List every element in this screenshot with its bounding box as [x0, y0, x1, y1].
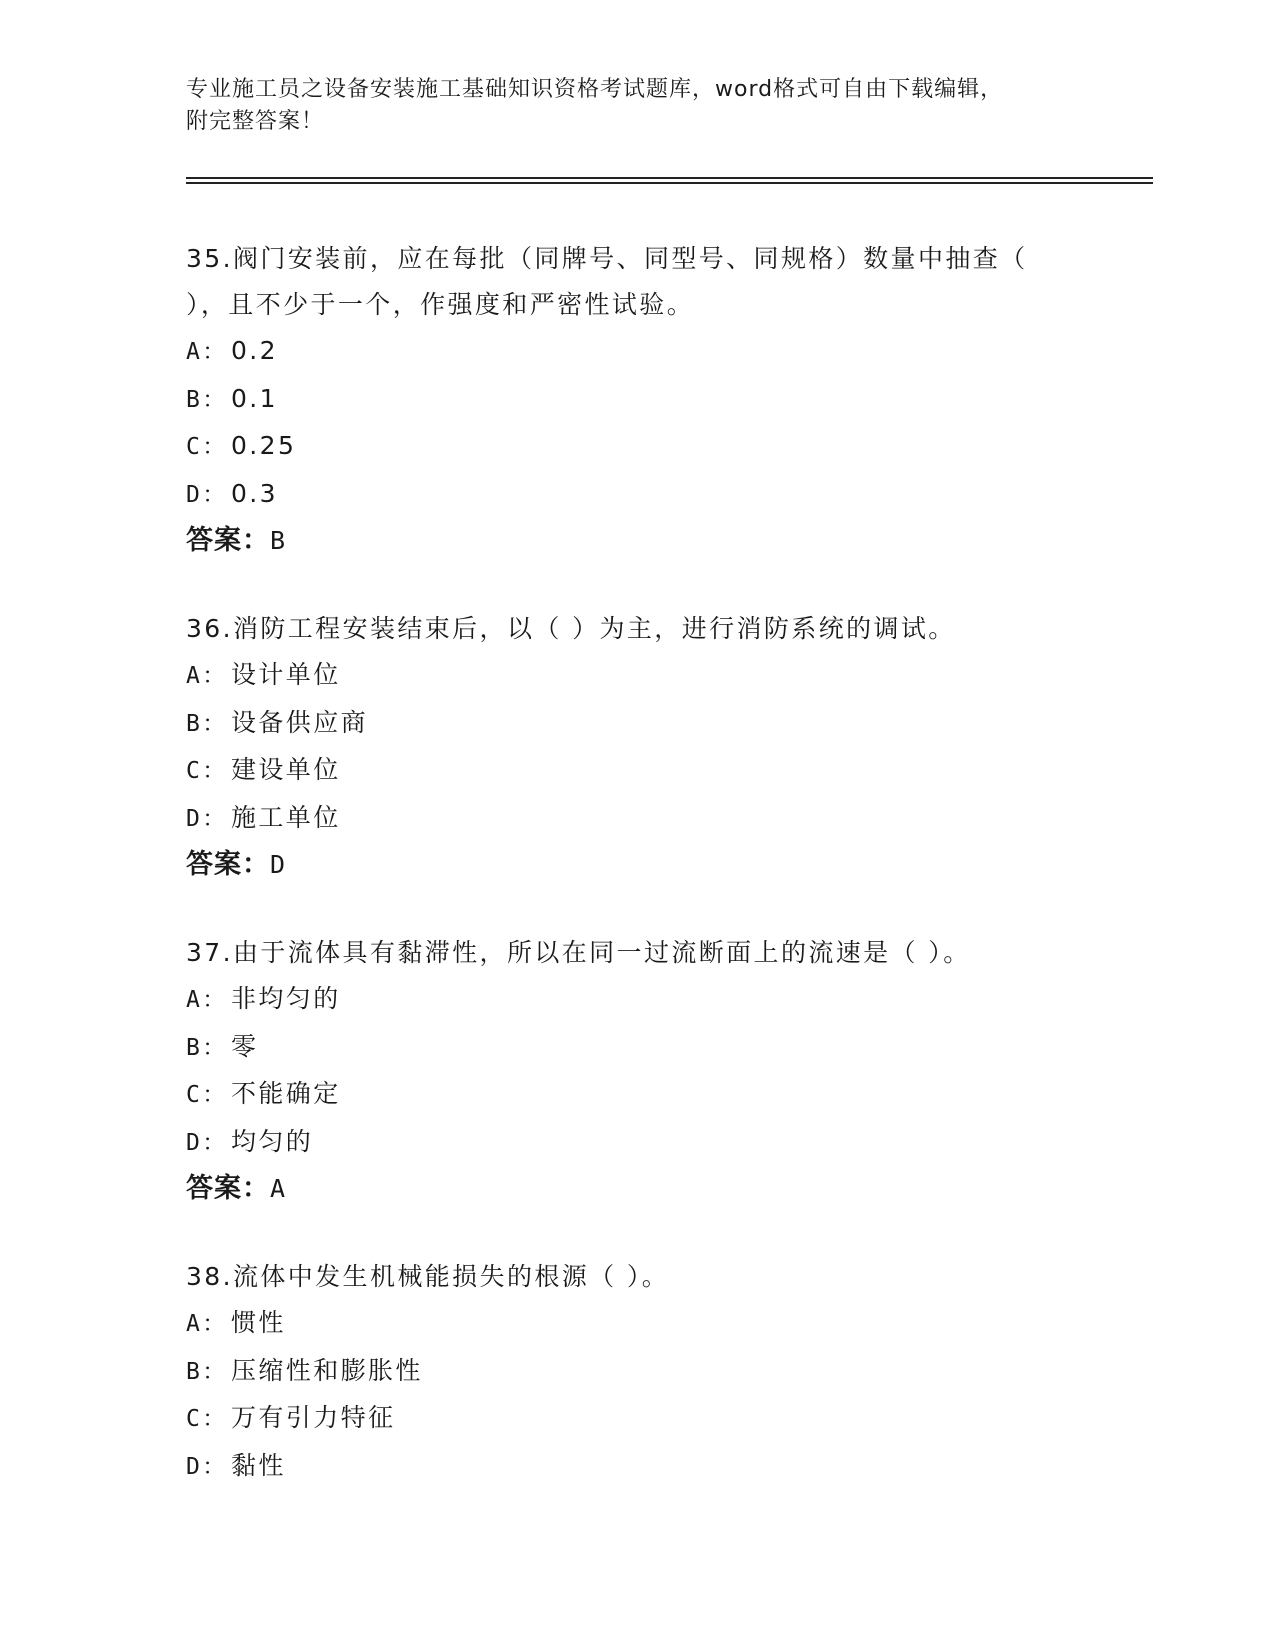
- option-d: [186, 471, 1086, 519]
- option-c: [186, 1071, 1086, 1119]
- option-text: 压缩性和膨胀性: [231, 1355, 423, 1385]
- option-letter: B：: [186, 1034, 228, 1061]
- option-text: 万有引力特征: [231, 1403, 396, 1432]
- option-letter: A：: [186, 339, 228, 365]
- answer-value: D: [270, 850, 287, 879]
- answer-label: 答案：: [186, 1173, 270, 1204]
- option-b: [186, 1348, 1086, 1396]
- option-letter: D：: [186, 481, 228, 508]
- option-letter: C：: [186, 758, 228, 784]
- option-letter: D：: [186, 1129, 228, 1156]
- document-header: [186, 74, 1066, 138]
- question-36: [186, 606, 1086, 888]
- option-c: [186, 747, 1086, 795]
- option-text: 不能确定: [231, 1079, 341, 1108]
- option-letter: C：: [186, 1082, 228, 1108]
- option-text: 施工单位: [231, 802, 341, 832]
- option-text: 0.25: [231, 431, 297, 460]
- option-text: 黏性: [231, 1450, 286, 1480]
- header-title-line-2: 附完整答案！: [186, 109, 325, 134]
- option-letter: D：: [186, 1453, 228, 1480]
- option-letter: A：: [186, 663, 228, 689]
- option-d: [186, 1119, 1086, 1167]
- option-text: 设计单位: [231, 660, 341, 689]
- option-text: 0.1: [231, 383, 278, 413]
- option-text: 非均匀的: [231, 984, 341, 1013]
- option-b: [186, 1024, 1086, 1072]
- option-a: [186, 652, 1086, 700]
- question-text: 36.消防工程安装结束后，以（ ）为主，进行消防系统的调试。: [186, 614, 956, 643]
- answer: [186, 1166, 1086, 1212]
- question-text: 37.由于流体具有黏滞性，所以在同一过流断面上的流速是（ ）。: [186, 938, 971, 967]
- option-letter: A：: [186, 1311, 228, 1337]
- answer: [186, 518, 1086, 564]
- option-c: [186, 1395, 1086, 1443]
- header-title-line-1: 专业施工员之设备安装施工基础知识资格考试题库，word格式可自由下载编辑，: [186, 77, 1004, 102]
- header-divider-bottom: [186, 182, 1153, 184]
- option-b: [186, 376, 1086, 424]
- option-letter: B：: [186, 1358, 228, 1385]
- question-list: [186, 236, 1086, 1532]
- option-a: [186, 976, 1086, 1024]
- option-letter: B：: [186, 386, 228, 413]
- question-35: [186, 236, 1086, 564]
- answer: [186, 842, 1086, 888]
- option-text: 0.2: [231, 336, 278, 365]
- question-text: 38.流体中发生机械能损失的根源（ ）。: [186, 1262, 670, 1291]
- answer-value: B: [270, 526, 287, 555]
- option-text: 设备供应商: [231, 707, 369, 737]
- option-text: 惯性: [231, 1308, 286, 1337]
- option-d: [186, 1443, 1086, 1491]
- option-d: [186, 795, 1086, 843]
- option-letter: D：: [186, 805, 228, 832]
- option-letter: C：: [186, 1406, 228, 1432]
- header-divider-top: [186, 177, 1153, 179]
- option-a: [186, 1300, 1086, 1348]
- option-c: [186, 423, 1086, 471]
- answer-label: 答案：: [186, 849, 270, 880]
- option-text: 0.3: [231, 478, 278, 508]
- option-b: [186, 700, 1086, 748]
- question-38: [186, 1254, 1086, 1490]
- option-text: 均匀的: [231, 1126, 314, 1156]
- option-text: 建设单位: [231, 755, 341, 784]
- option-letter: B：: [186, 710, 228, 737]
- option-a: [186, 328, 1086, 376]
- option-letter: A：: [186, 987, 228, 1013]
- answer-label: 答案：: [186, 525, 270, 556]
- answer-value: A: [270, 1174, 287, 1203]
- option-letter: C：: [186, 434, 228, 460]
- option-text: 零: [231, 1031, 259, 1061]
- question-text: 35.阀门安装前，应在每批（同牌号、同型号、同规格）数量中抽查（ ），且不少于一个，作强度和严密性试验。: [186, 244, 1028, 319]
- question-37: [186, 930, 1086, 1212]
